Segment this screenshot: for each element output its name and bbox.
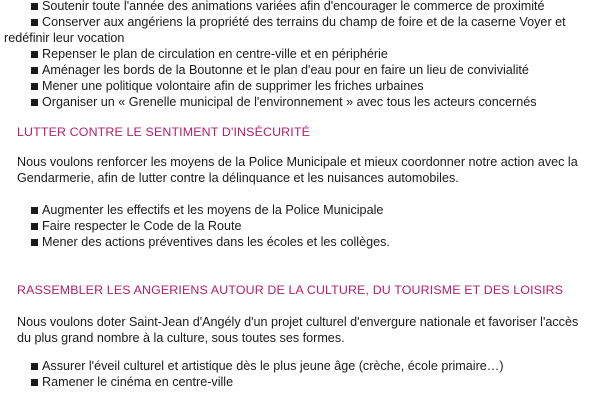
- list-item: [0, 62, 599, 78]
- bullet-square-icon: [31, 363, 38, 370]
- list-item-text: Organiser un « Grenelle municipal de l'environnement » avec tous les acteurs concernés: [42, 95, 537, 109]
- bullet-square-icon: [31, 239, 38, 246]
- list-item: [0, 14, 599, 30]
- section-paragraph-security: [0, 154, 588, 186]
- bullet-square-icon: [31, 223, 38, 230]
- bullet-square-icon: [31, 207, 38, 214]
- list-item-text: Mener des actions préventives dans les écoles et les collèges.: [42, 235, 390, 249]
- list-item: [0, 202, 599, 218]
- list-item-text: Mener une politique volontaire afin de supprimer les friches urbaines: [42, 79, 424, 93]
- list-item-text: Ramener le cinéma en centre-ville: [42, 375, 234, 389]
- section-heading-culture: RASSEMBLER LES ANGERIENS AUTOUR DE LA CULTURE, DU TOURISME ET DES LOISIRS: [17, 283, 564, 297]
- section-list-culture: [0, 358, 599, 390]
- list-item-text: Soutenir toute l'année des animations variées afin d'encourager le commerce de proximité: [42, 0, 545, 13]
- list-item-text: Faire respecter le Code de la Route: [42, 219, 242, 233]
- paragraph-line: Nous voulons renforcer les moyens de la Police Municipale et mieux coordonner notre action avec la: [17, 155, 578, 169]
- list-item: [0, 78, 599, 94]
- bullet-square-icon: [31, 3, 38, 10]
- list-item-text: Aménager les bords de la Boutonne et le plan d'eau pour en faire un lieu de convivialité: [42, 63, 529, 77]
- list-item: [0, 234, 599, 250]
- list-item: [0, 94, 599, 110]
- section-heading-security: LUTTER CONTRE LE SENTIMENT D'INSÉCURITÉ: [17, 125, 311, 139]
- list-item-text: Assurer l'éveil culturel et artistique dès le plus jeune âge (crèche, école primaire…): [42, 359, 504, 373]
- paragraph-line: Gendarmerie, afin de lutter contre la délinquance et les nuisances automobiles.: [17, 171, 459, 185]
- list-item: [0, 46, 599, 62]
- list-item: [0, 358, 599, 374]
- bullet-square-icon: [31, 99, 38, 106]
- paragraph-line: du plus grand nombre à la culture, sous toutes ses formes.: [17, 331, 345, 345]
- list-item-text: Augmenter les effectifs et les moyens de la Police Municipale: [42, 203, 384, 217]
- list-item: [0, 218, 599, 234]
- bullet-square-icon: [31, 67, 38, 74]
- bullet-square-icon: [31, 379, 38, 386]
- list-item-text: Conserver aux angériens la propriété des terrains du champ de foire et de la caserne Voyer et: [42, 15, 566, 29]
- bullet-square-icon: [31, 19, 38, 26]
- list-item: [0, 374, 599, 390]
- list-item: [0, 0, 599, 14]
- list-item-text: Repenser le plan de circulation en centre-ville et en périphérie: [42, 47, 388, 61]
- bullet-square-icon: [31, 51, 38, 58]
- list-item-continuation: redéfinir leur vocation: [4, 31, 125, 45]
- bullet-square-icon: [31, 83, 38, 90]
- section-paragraph-culture: [0, 314, 588, 346]
- top-bullet-list: [0, 0, 599, 110]
- paragraph-line: Nous voulons doter Saint-Jean d'Angély d'un projet culturel d'envergure nationale et favoriser l'accès: [17, 315, 579, 329]
- section-list-security: [0, 202, 599, 250]
